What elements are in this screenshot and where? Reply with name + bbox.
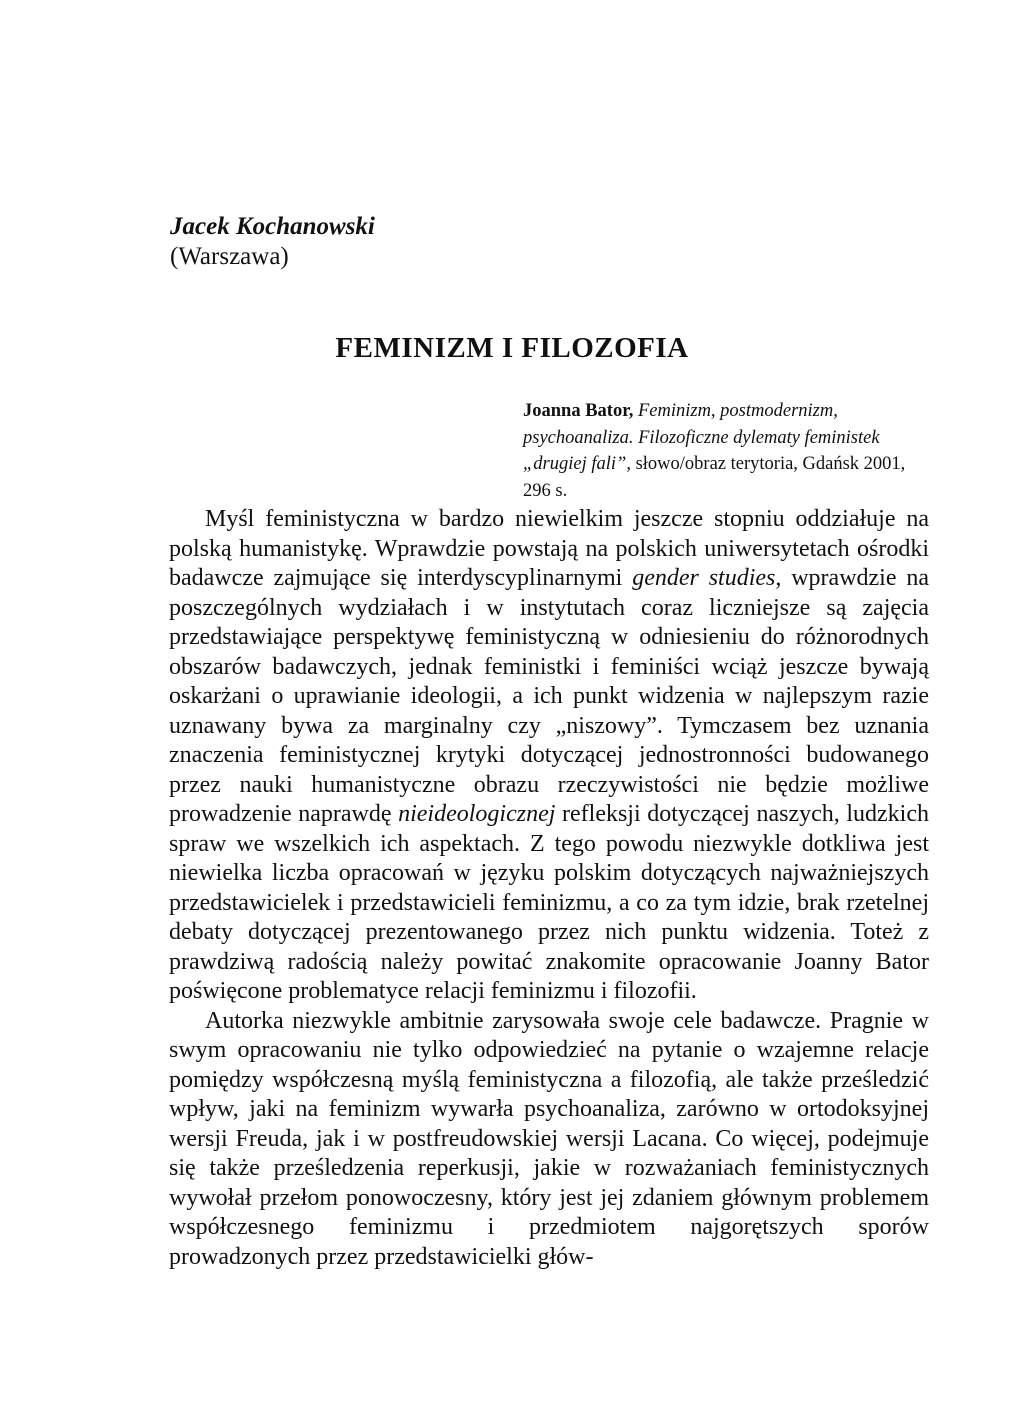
paragraph-1 <box>169 505 929 1007</box>
paragraph-2: Autorka niezwykle ambitnie zarysowała swoje cele badawcze. Pragnie w swym opracowaniu nie tylko odpowiedzieć na pytanie o wzajemne relacje pomiędzy współczesną myślą feministyczna a filozofią, ale także prześledzić wpływ, jaki na feminizm wywarła psychoanaliza, zarówno w ortodoksyjnej wersji Freuda, jak i w postfreudowskiej wersji Lacana. Co więcej, podejmuje się także prześledzenia reperkusji, jakie w rozważaniach feministycznych wywołał przełom ponowoczesny, który jest jej zdaniem głównym problemem współczesnego feminizmu i przedmiotem najgorętszych sporów prowadzonych przez przedstawicielki głów- <box>169 1007 929 1270</box>
book-citation <box>523 398 935 504</box>
citation-title: Feminizm, postmodernizm, psychoanaliza. Filozoficzne dylematy feministek „drugiej fali” <box>523 401 880 474</box>
paragraph-1-part-1: Myśl feministyczna w bardzo niewielkim jeszcze stopniu oddziałuje na polską humanistykę. Wprawdzie powstają na polskich uniwersytetach ośrodki badawcze zajmujące się interdyscyplinarnymi <box>169 506 929 591</box>
paragraph-1-italic-1: gender studies <box>632 565 776 591</box>
citation-publisher: , słowo/obraz terytoria, Gdańsk 2001, 296 s. <box>523 454 906 501</box>
paragraph-1-part-2: , wprawdzie na poszczególnych wydziałach i w instytutach coraz liczniejsze są zajęcia przedstawiające perspektywę feministyczną w odniesieniu do różnorodnych obszarów badawczych, jednak feministki i feminiści wciąż jeszcze bywają oskarżani o uprawianie ideologii, a ich punkt widzenia w najlepszym razie uznawany bywa za marginalny czy „niszowy”. Tymczasem bez uznania znaczenia feministycznej krytyki dotyczącej jednostronności budowanego przez nauki humanistyczne obrazu rzeczywistości nie będzie możliwe prowadzenie naprawdę <box>169 565 930 827</box>
citation-author: Joanna Bator, <box>523 401 634 421</box>
body-text <box>169 505 929 1272</box>
paragraph-1-italic-2: nieideologicznej <box>398 801 556 827</box>
author-block <box>170 212 375 272</box>
article-title: FEMINIZM I FILOZOFIA <box>335 332 689 364</box>
paragraph-1-part-3: refleksji dotyczącej naszych, ludzkich spraw we wszelkich ich aspektach. Z tego powodu niezwykle dotkliwa jest niewielka liczba opracowań w języku polskim dotyczących najważniejszych przedstawicielek i przedstawicieli feminizmu, a co za tym idzie, brak rzetelnej debaty dotyczącej prezentowanego przez nich punktu widzenia. Toteż z prawdziwą radością należy powitać znakomite opracowanie Joanny Bator poświęcone problematyce relacji feminizmu i filozofii. <box>169 801 930 1004</box>
author-city: (Warszawa) <box>170 243 289 270</box>
author-name: Jacek Kochanowski <box>170 213 375 240</box>
